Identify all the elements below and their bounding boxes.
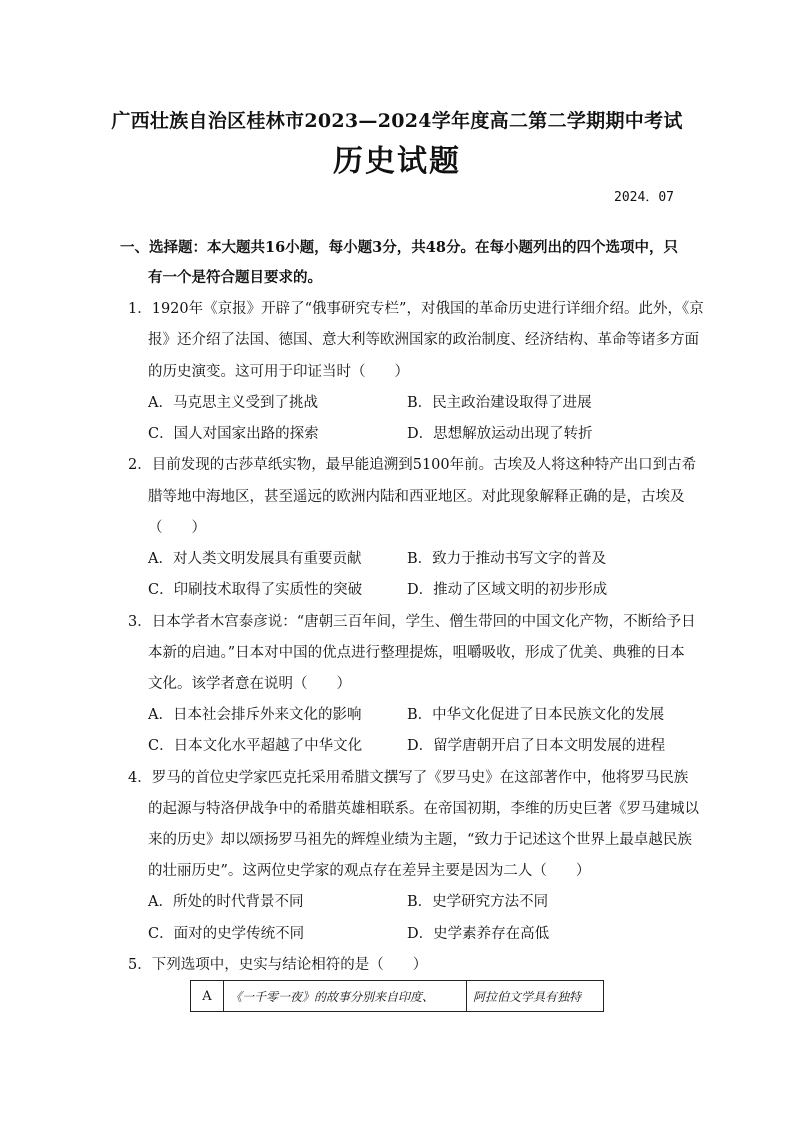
- section-heading-line2: 有一个是符合题目要求的。: [148, 269, 322, 286]
- table-row[interactable]: [191, 981, 604, 1012]
- q1-stem-line1: 1．1920年《京报》开辟了“俄事研究专栏”，对俄国的革命历史进行详细介绍。此外，《京: [128, 301, 704, 317]
- q1-option-a[interactable]: A．马克思主义受到了挑战: [148, 395, 318, 411]
- q2-option-b[interactable]: B．致力于推动书写文字的普及: [407, 551, 607, 567]
- q4-stem-line3: 来的历史》却以颂扬罗马祖先的辉煌业绩为主题，“致力于记述这个世界上最卓越民族: [148, 832, 692, 848]
- section-heading-line1: 一、选择题：本大题共16小题，每小题3分，共48分。在每小题列出的四个选项中，只: [120, 239, 678, 256]
- q4-option-c[interactable]: C．面对的史学传统不同: [148, 926, 305, 942]
- exam-subject-title: 历史试题: [333, 144, 461, 179]
- q4-stem-line1: 4．罗马的首位史学家匹克托采用希腊文撰写了《罗马史》在这部著作中，他将罗马民族: [128, 770, 689, 786]
- q1-stem-line3: 的历史演变。这可用于印证当时（ ）: [148, 364, 409, 380]
- q3-stem-line2: 本新的启迪。”日本对中国的优点进行整理提炼，咀嚼吸收，形成了优美、典雅的日本: [148, 645, 685, 661]
- q4-stem-line4: 的壮丽历史”。这两位史学家的观点存在差异主要是因为二人（ ）: [148, 863, 591, 879]
- q3-stem-line3: 文化。该学者意在说明（ ）: [148, 676, 351, 692]
- q2-stem-line2: 腊等地中海地区，甚至遥远的欧洲内陆和西亚地区。对此现象解释正确的是，古埃及: [148, 489, 685, 505]
- q3-option-d[interactable]: D．留学唐朝开启了日本文明发展的进程: [407, 738, 666, 754]
- q2-option-d[interactable]: D．推动了区域文明的初步形成: [407, 582, 608, 598]
- q4-stem-line2: 的起源与特洛伊战争中的希腊英雄相联系。在帝国初期，李维的历史巨著《罗马建城以: [148, 801, 699, 817]
- q2-stem-line3: （ ）: [148, 520, 206, 536]
- q4-option-b[interactable]: B．史学研究方法不同: [407, 894, 549, 910]
- q4-option-a[interactable]: A．所处的时代背景不同: [148, 894, 304, 910]
- q2-option-c[interactable]: C．印刷技术取得了实质性的突破: [148, 582, 363, 598]
- q3-stem-line1: 3．日本学者木宫泰彦说：“唐朝三百年间，学生、僧生带回的中国文化产物，不断给予日: [128, 614, 696, 630]
- q5-stem-line1: 5．下列选项中，史实与结论相符的是（ ）: [128, 957, 428, 973]
- q1-option-c[interactable]: C．国人对国家出路的探索: [148, 426, 319, 442]
- q1-stem-line2: 报》还介绍了法国、德国、意大利等欧洲国家的政治制度、经济结构、革命等诸多方面: [148, 332, 699, 348]
- q1-option-b[interactable]: B．民主政治建设取得了进展: [407, 395, 592, 411]
- exam-title: 广西壮族自治区桂林市2023—2024学年度高二第二学期期中考试: [111, 110, 683, 132]
- q1-option-d[interactable]: D．思想解放运动出现了转折: [407, 426, 593, 442]
- q5-row-fact: 《一千零一夜》的故事分别来自印度、: [224, 981, 467, 1012]
- q5-row-conclusion: 阿拉伯文学具有独特: [467, 981, 604, 1012]
- q3-option-a[interactable]: A．日本社会排斥外来文化的影响: [148, 707, 362, 723]
- q3-option-c[interactable]: C．日本文化水平超越了中华文化: [148, 738, 363, 754]
- q2-option-a[interactable]: A．对人类文明发展具有重要贡献: [148, 551, 362, 567]
- exam-date: 2024．07: [614, 190, 674, 205]
- q2-stem-line1: 2．目前发现的古莎草纸实物，最早能追溯到5100年前。古埃及人将这种特产出口到古希: [128, 457, 697, 473]
- q3-option-b[interactable]: B．中华文化促进了日本民族文化的发展: [407, 707, 665, 723]
- q5-options-table: [190, 980, 604, 1012]
- q5-row-label: A: [191, 981, 224, 1012]
- q4-option-d[interactable]: D．史学素养存在高低: [407, 926, 550, 942]
